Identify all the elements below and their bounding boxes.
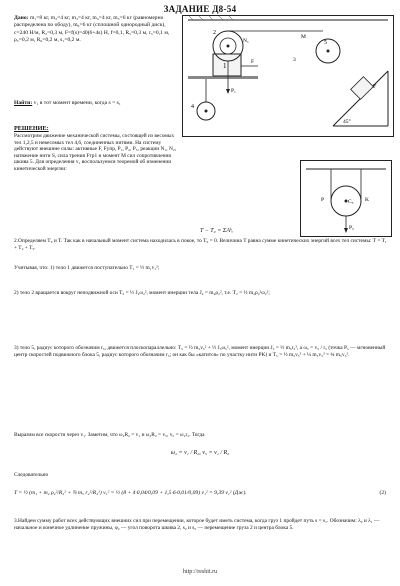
paragraph-body1: Учитывая, что: 1) тело 1 движется поступательно T₁ = ½ m₁v₁²; — [14, 265, 160, 271]
svg-text:2: 2 — [213, 30, 216, 36]
svg-text:P: P — [321, 197, 325, 203]
mechanism-drawing — [183, 16, 393, 136]
paragraph-determine-T: 2.Определяем T₀ и T. Так как в начальный момент система находилась в покое, то T₀ = 0. Величина T равна сумме кинетических энергий всех тел системы: T = T₁ + T₂ + T₅. — [14, 238, 387, 251]
svg-text:N₁: N₁ — [243, 38, 249, 44]
paragraph-body5: 3) тело 5, радиус которого обозначим r₅, движется плоскопараллельно: T₅ = ½ m₅v₅² + ½ J₅ω₅², момент инерции J₅ = ½ m₅r₅², a ω₅ = v₅ / r₅ (точка P₅ — мгновенный центр скоростей подвижного блока 5, радиус которого обозначим r₅; он как бы «катится» по участку нити PK) и T₅ = ½ m₅v₅² + ¼ m₅v₅² = ¾ m₅v₅². — [14, 345, 386, 358]
intro-paragraph: Рассмотрим движение механической системы, состоящей из весомых тел 1,2,5 и невесомых тел 4,6, соединенных нитями. На систему действуют внешние силы: активные F, Fупр, P₁, P₂, P₅, реакции N₁, N₂, натяжение нити S, сила трения Fтр1 и момент M сил сопротивления шкива 5. Для определения v₁ воспользуемся теоремой об изменении кинетической энергии: — [14, 133, 177, 172]
velocity-formula: ω₂ = v₁ / R₂, v₅ = v₁ / R₂ — [170, 450, 230, 456]
kinetic-energy-number: (2) — [379, 490, 386, 496]
given-block — [14, 15, 179, 45]
svg-text:45°: 45° — [343, 119, 351, 125]
svg-text:P₅: P₅ — [349, 225, 354, 231]
find-block — [14, 100, 174, 107]
svg-text:4: 4 — [191, 104, 194, 110]
mechanism-figure — [182, 15, 394, 137]
svg-text:F: F — [251, 59, 255, 65]
svg-text:3: 3 — [293, 57, 296, 63]
svg-text:K: K — [365, 197, 369, 203]
block-figure — [300, 160, 392, 237]
find-label: Найти: — [14, 100, 33, 106]
paragraph-therefore: Следовательно — [14, 472, 49, 478]
solution-heading: РЕШЕНИЕ: — [14, 125, 49, 132]
block-drawing — [301, 161, 391, 236]
given-label: Дано: — [14, 15, 29, 21]
paragraph-work: 3.Найдем сумму работ всех действующих внешних сил при перемещении, которое будет иметь система, когда груз 1 пройдет путь s = s₁. Обозначим: λ₀ и λ₁ — начальное и конечное удлинение пружины, φ₂ — угол поворота шкива 2, s₂ и s₅ — перемещение груза 2 и центра блока 5. — [14, 518, 380, 531]
svg-text:M: M — [301, 34, 306, 40]
svg-text:1: 1 — [223, 62, 227, 70]
find-text: v₁ в тот момент времени, когда s = s₁ — [33, 100, 121, 106]
theorem-formula: T − T₀ = ΣAᵏₑ — [200, 228, 234, 234]
given-text: m₁=8 кг, m₂=4 кг, m₃=4 кг, m₄=4 кг, m₅=6 кг (равномерно распределена по ободу), m₆=6 кг (сплошной однородный диск), с=240 Н/м, R₂=0,3 м, F=f(s)=40(6+4s) Н, f=0,1, R₅=0,3 м, r₅=0,1 м, ρ₅=0,2 м, R₆=0,2 м, s₁=0,2 м. — [14, 15, 170, 44]
kinetic-energy-formula: T = ½ (m₁ + m₂ ρ₂²/R₂² + ¾ m₅ r₂²/R₂²) v₁² = ½ (8 + 4·0,04/0,09 + 1,5·6·0,01/0,09) v₁² = 9,39 v₁² (Дж). — [14, 490, 247, 496]
footer-url: http://reshit.ru — [182, 569, 218, 575]
svg-text:5: 5 — [324, 40, 327, 46]
task-title: ЗАДАНИЕ Д8-54 — [163, 4, 237, 14]
svg-text:P₁: P₁ — [231, 88, 236, 94]
svg-text:F: F — [373, 84, 377, 90]
paragraph-velocities: Выразим все скорости через v₁. Заметим, что ω₂R₂ = v₁ и ω₂R₂ = v₅, v₅ = ω₂r₂. Тогда — [14, 432, 205, 438]
paragraph-body2: 2) тело 2 вращается вокруг неподвижной оси T₂ = ½ J₂ω₂², момент инерции тела J₂ = m₂ρ₂², т.е. T₂ = ½ m₂ρ₂²ω₂²; — [14, 290, 270, 296]
svg-text:C₅: C₅ — [348, 199, 354, 205]
